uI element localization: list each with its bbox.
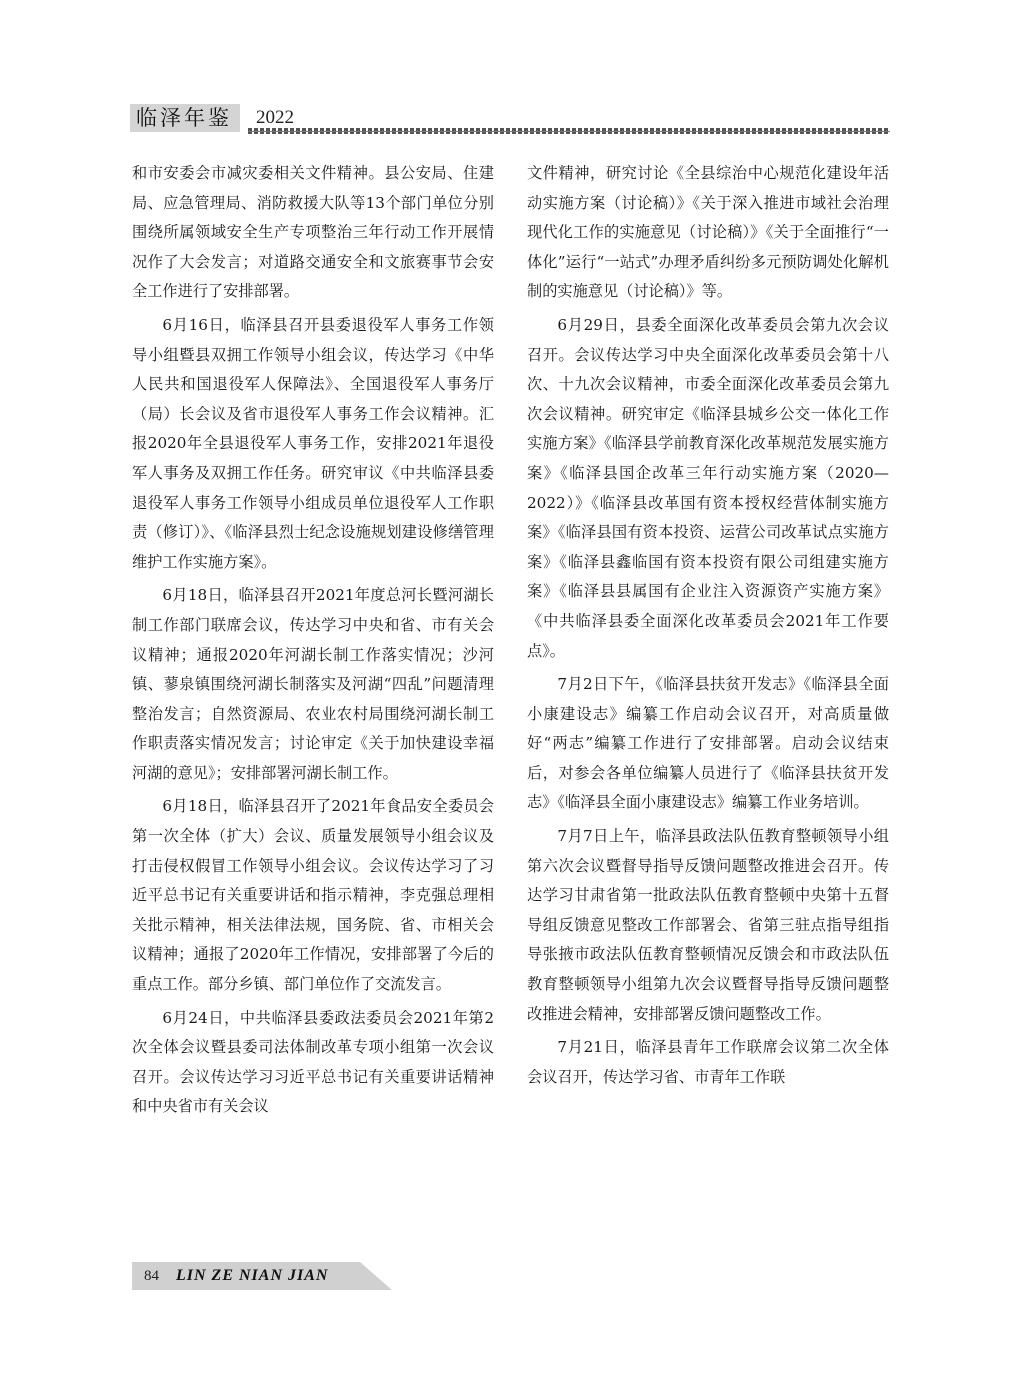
paragraph: 7月2日下午，《临泽县扶贫开发志》《临泽县全面小康建设志》编纂工作启动会议召开，对高质量做好“两志”编纂工作进行了安排部署。启动会议结束后，对参会各单位编纂人员进行了《临泽县扶贫开发志》《临泽县全面小康建设志》编纂工作业务培训。 xyxy=(527,675,889,812)
right-column xyxy=(527,159,889,1096)
header-rule-line xyxy=(248,131,890,132)
paragraph: 和市安委会市减灾委相关文件精神。县公安局、住建局、应急管理局、消防救援大队等13个部门单位分别围绕所属领域安全生产专项整治三年行动工作开展情况作了大会发言；对道路交通安全和文旅赛事节会安全工作进行了安排部署。 xyxy=(132,164,494,301)
page-footer xyxy=(132,1262,392,1290)
yearbook-title: 临泽年鉴 xyxy=(130,104,240,132)
paragraph: 6月29日，县委全面深化改革委员会第九次会议召开。会议传达学习中央全面深化改革委员会第十八次、十九次会议精神，市委全面深化改革委员会第九次会议精神。研究审定《临泽县城乡公交一体化工作实施方案》《临泽县学前教育深化改革规范发展实施方案》《临泽县国企改革三年行动实施方案（2020—2022）》《临泽县改革国有资本授权经营体制实施方案》《临泽县国有资本投资、运营公司改革试点实施方案》《临泽县鑫临国有资本投资有限公司组建实施方案》《临泽县县属国有企业注入资源资产实施方案》《中共临泽县委全面深化改革委员会2021年工作要点》。 xyxy=(527,315,889,660)
page-number: 84 xyxy=(144,1268,159,1284)
running-header xyxy=(130,104,890,134)
left-column xyxy=(132,159,494,1126)
yearbook-year: 2022 xyxy=(256,107,294,128)
paragraph: 6月16日，临泽县召开县委退役军人事务工作领导小组暨县双拥工作领导小组会议，传达学习《中华人民共和国退役军人保障法》、全国退役军人事务厅（局）长会议及省市退役军人事务工作会议精神。汇报2020年全县退役军人事务工作，安排2021年退役军人事务及双拥工作任务。研究审议《中共临泽县委退役军人事务工作领导小组成员单位退役军人工作职责（修订）》、《临泽县烈士纪念设施规划建设修缮管理维护工作实施方案》。 xyxy=(132,315,494,571)
paragraph: 7月21日，临泽县青年工作联席会议第二次全体会议召开，传达学习省、市青年工作联 xyxy=(527,1038,889,1086)
paragraph: 7月7日上午，临泽县政法队伍教育整顿领导小组第六次会议暨督导指导反馈问题整改推进会召开。传达学习甘肃省第一批政法队伍教育整顿中央第十五督导组反馈意见整改工作部署会、省第三驻点指导组指导张掖市政法队伍教育整顿情况反馈会和市政法队伍教育整顿领导小组第九次会议暨督导指导反馈问题整改推进会精神，安排部署反馈问题整改工作。 xyxy=(527,827,889,1023)
paragraph: 6月18日，临泽县召开了2021年食品安全委员会第一次全体（扩大）会议、质量发展领导小组会议及打击侵权假冒工作领导小组会议。会议传达学习了习近平总书记有关重要讲话和指示精神，李克强总理相关批示精神，相关法律法规，国务院、省、市相关会议精神；通报了2020年工作情况，安排部署了今后的重点工作。部分乡镇、部门单位作了交流发言。 xyxy=(132,797,494,994)
footer-running-title: LIN ZE NIAN JIAN xyxy=(176,1267,329,1284)
paragraph: 文件精神，研究讨论《全县综治中心规范化建设年活动实施方案（讨论稿）》《关于深入推进市域社会治理现代化工作的实施意见（讨论稿）》《关于全面推行“一体化”运行“一站式”办理矛盾纠纷多元预防调处化解机制的实施意见（讨论稿）》等。 xyxy=(527,164,889,301)
paragraph: 6月24日，中共临泽县委政法委员会2021年第2次全体会议暨县委司法体制改革专项小组第一次会议召开。会议传达学习习近平总书记有关重要讲话精神和中央省市有关会议 xyxy=(132,1008,494,1116)
paragraph: 6月18日，临泽县召开2021年度总河长暨河湖长制工作部门联席会议，传达学习中央和省、市有关会议精神；通报2020年河湖长制工作落实情况；沙河镇、蓼泉镇围绕河湖长制落实及河湖“四乱”问题清理整治发言；自然资源局、农业农村局围绕河湖长制工作职责落实情况发言；讨论审定《关于加快建设幸福河湖的意见》；安排部署河湖长制工作。 xyxy=(132,586,494,782)
